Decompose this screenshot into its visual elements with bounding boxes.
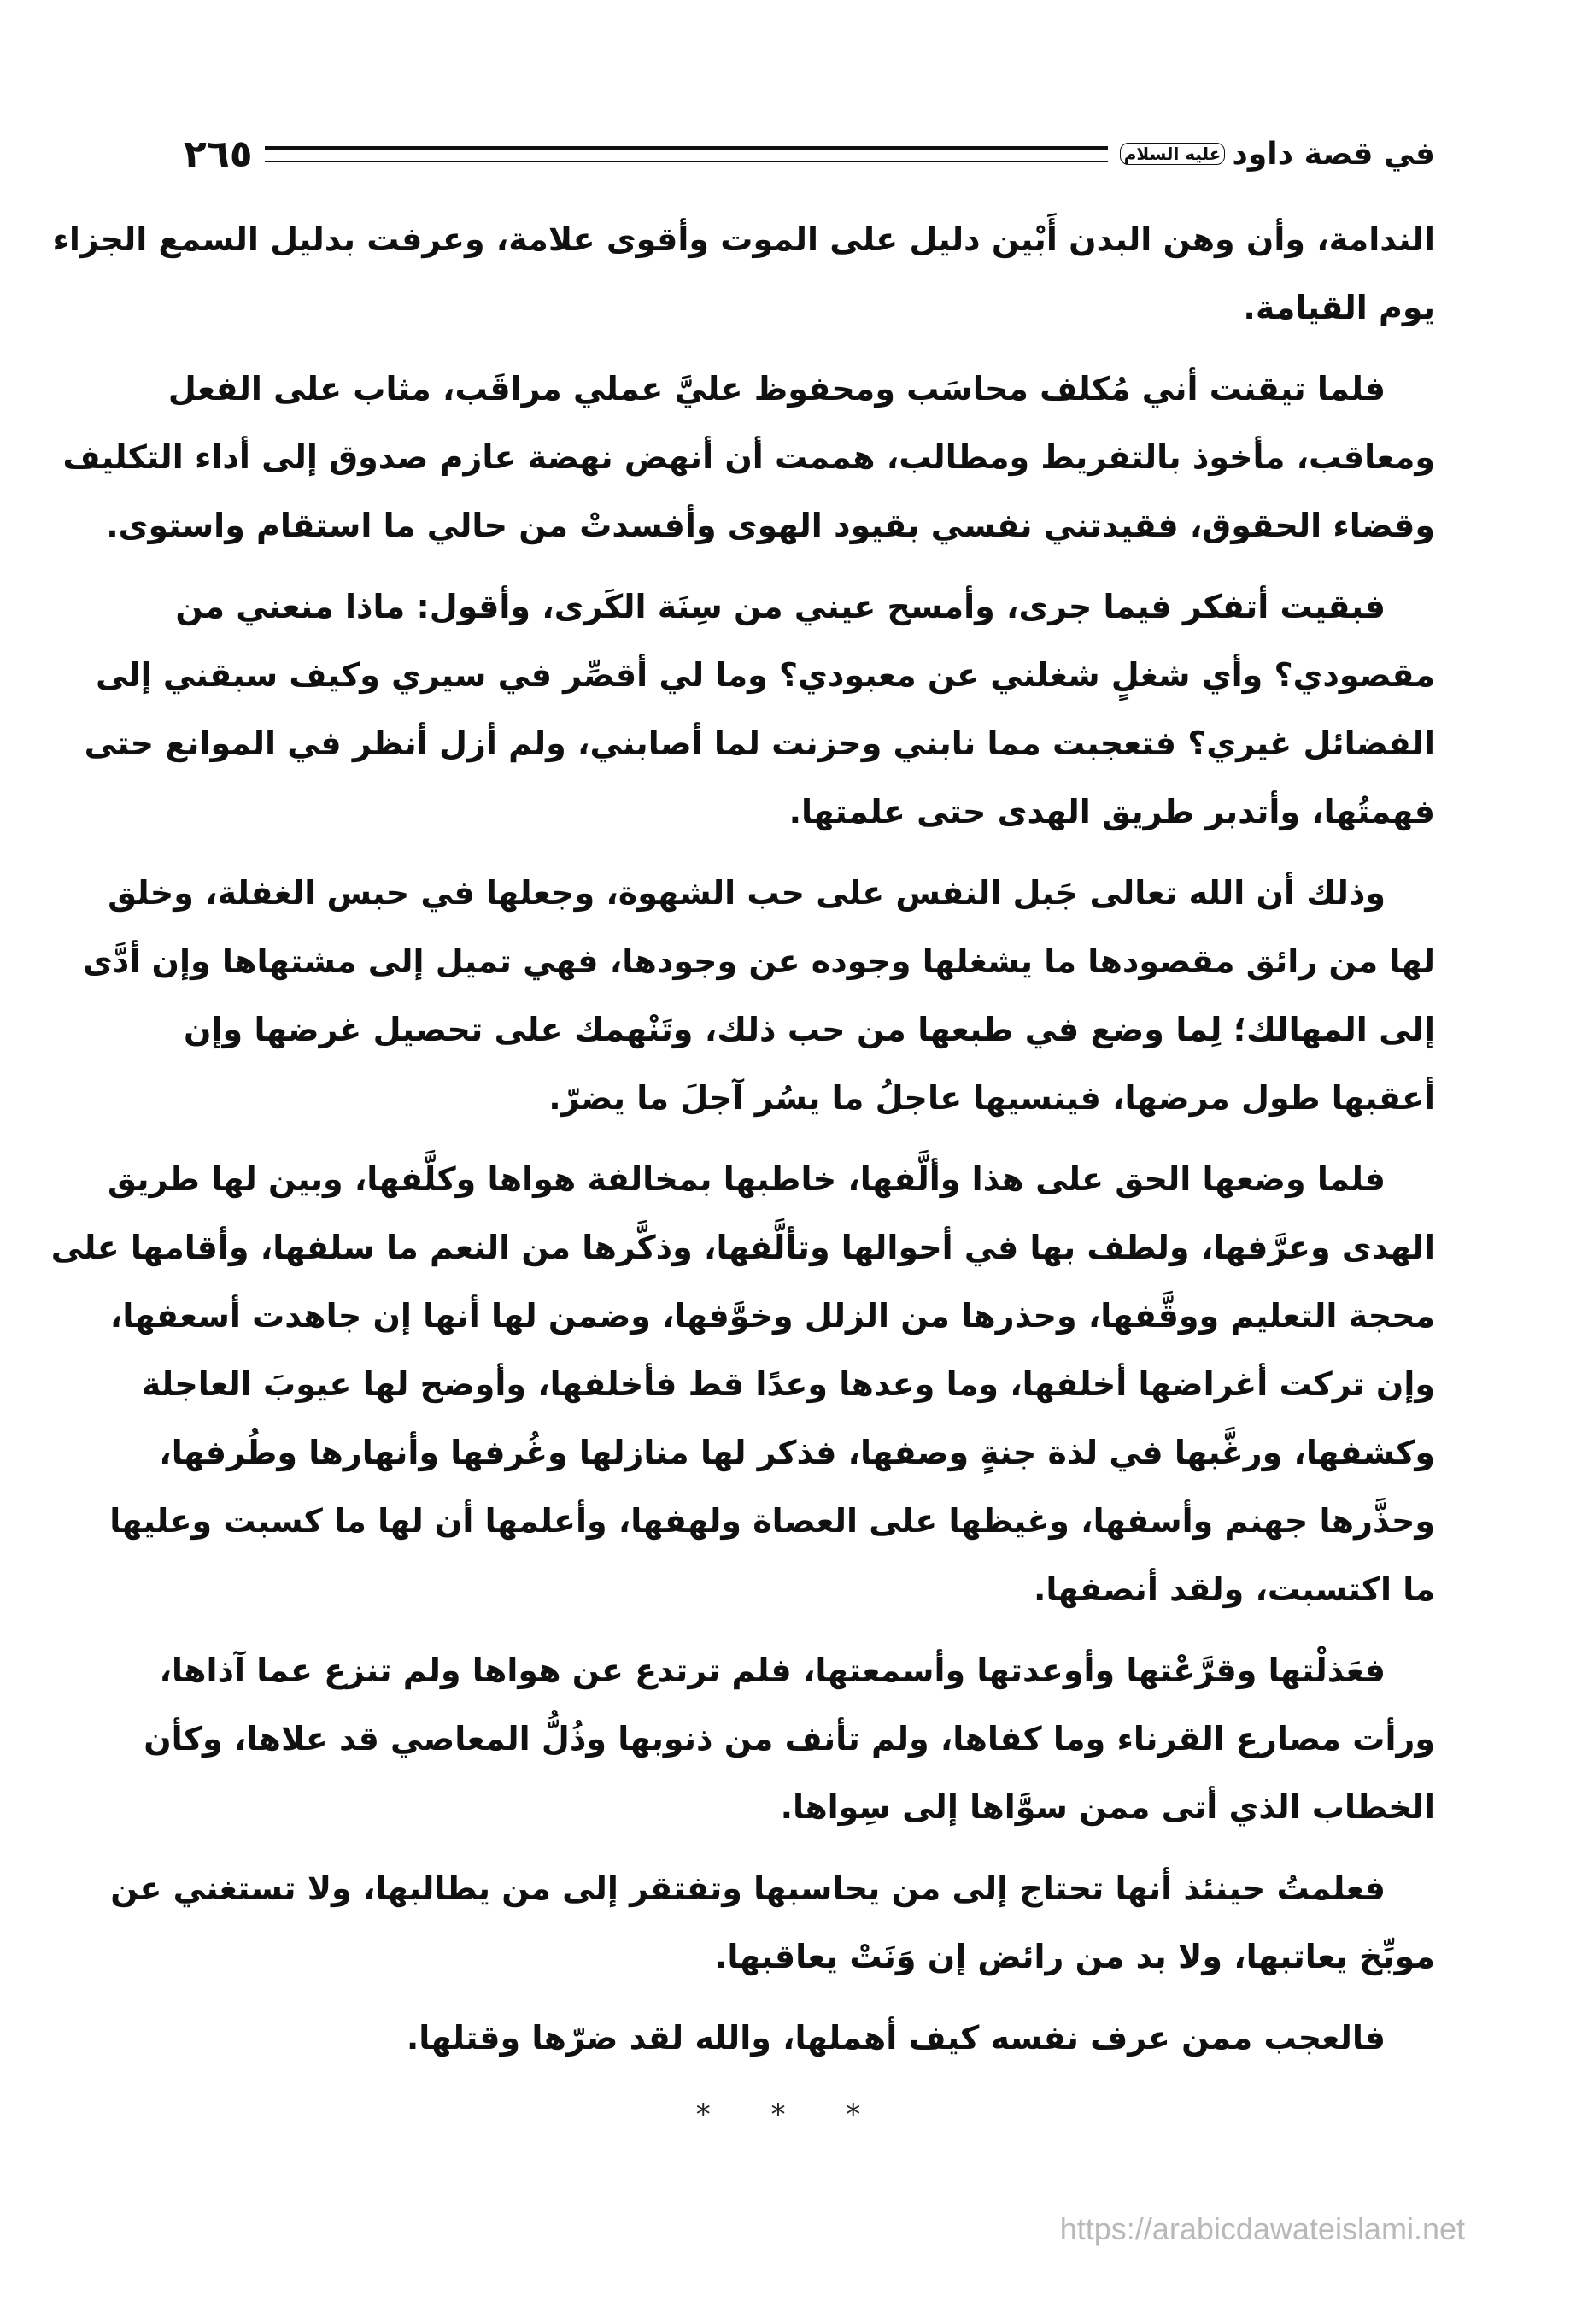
text-line: وحذَّرها جهنم وأسفها، وغيظها على العصاة ولهفها، وأعلمها أن لها ما كسبت وعليها	[109, 1502, 1435, 1540]
paragraph	[82, 859, 1435, 1132]
paragraph	[110, 1854, 1435, 1991]
text-line: وذلك أن الله تعالى جَبل النفس على حب الشهوة، وجعلها في حبس الغفلة، وخلق	[108, 874, 1386, 912]
text-line: فلما تيقنت أني مُكلف محاسَب ومحفوظ عليَّ عملي مراقَب، مثاب على الفعل	[167, 370, 1386, 408]
honorific-ligature: عليه السلام	[1120, 143, 1226, 165]
text-line: فهمتُها، وأتدبر طريق الهدى حتى علمتها.	[788, 793, 1435, 830]
text-line: فعَذلْتها وقرَّعْتها وأوعدتها وأسمعتها، فلم ترتدع عن هواها ولم تنزع عما آذاها،	[159, 1652, 1386, 1689]
text-line: فلما وضعها الحق على هذا وألَّفها، خاطبها بمخالفة هواها وكلَّفها، وبين لها طريق	[108, 1160, 1386, 1198]
paragraph	[52, 205, 1435, 342]
text-line: فعلمتُ حينئذ أنها تحتاج إلى من يحاسبها وتفتقر إلى من يطالبها، ولا تستغني عن	[110, 1869, 1386, 1907]
text-line: ما اكتسبت، ولقد أنصفها.	[1033, 1570, 1435, 1608]
text-line: الخطاب الذي أتى ممن سوَّاها إلى سِواها.	[780, 1788, 1435, 1826]
text-line: أعقبها طول مرضها، فينسيها عاجلُ ما يسُر آجلَ ما يضرّ.	[548, 1079, 1435, 1117]
text-line: مقصودي؟ وأي شغلٍ شغلني عن معبودي؟ وما لي أقصِّر في سيري وكيف سبقني إلى	[95, 656, 1435, 694]
page-number: ٢٦٥	[184, 132, 253, 176]
paragraph	[50, 1145, 1435, 1623]
paragraph	[144, 1636, 1435, 1841]
text-line: وكشفها، ورغَّبها في لذة جنةٍ وصفها، فذكر لها منازلها وغُرفها وأنهارها وطُرفها،	[159, 1434, 1435, 1471]
text-line: موبِّخ يعاتبها، ولا بد من رائض إن وَنَتْ يعاقبها.	[714, 1938, 1435, 1975]
text-line: إلى المهالك؛ لِما وضع في طبعها من حب ذلك، وتَنْهمك على تحصيل غرضها وإن	[184, 1011, 1435, 1048]
text-line: فالعجب ممن عرف نفسه كيف أهملها، والله لقد ضرّها وقتلها.	[406, 2019, 1386, 2057]
watermark-url: https://arabicdawateislami.net	[1059, 2211, 1465, 2246]
text-line: محجة التعليم ووقَّفها، وحذرها من الزلل وخوَّفها، وضمن لها أنها إن جاهدت أسعفها،	[109, 1297, 1435, 1335]
page-body-text	[50, 205, 1435, 2085]
section-divider: * * *	[695, 2098, 887, 2132]
text-line: وقضاء الحقوق، فقيدتني نفسي بقيود الهوى وأفسدتْ من حالي ما استقام واستوى.	[106, 507, 1435, 544]
text-line: الهدى وعرَّفها، ولطف بها في أحوالها وتألَّفها، وذكَّرها من النعم ما سلفها، وأقامها على	[50, 1229, 1435, 1266]
text-line: الفضائل غيري؟ فتعجبت مما نابني وحزنت لما أصابني، ولم أزل أنظر في الموانع حتى	[84, 725, 1435, 762]
text-line: ومعاقب، مأخوذ بالتفريط ومطالب، هممت أن أنهض نهضة عازم صدوق إلى أداء التكليف	[62, 438, 1435, 476]
paragraph	[62, 355, 1435, 560]
paragraph	[184, 2004, 1435, 2072]
text-line: يوم القيامة.	[1243, 289, 1435, 326]
paragraph	[84, 572, 1435, 846]
text-line: فبقيت أتفكر فيما جرى، وأمسح عيني من سِنَة الكَرى، وأقول: ماذا منعني من	[175, 588, 1386, 625]
text-line: لها من رائق مقصودها ما يشغلها وجوده عن وجودها، فهي تميل إلى مشتهاها وإن أدَّى	[82, 942, 1435, 980]
text-line: ورأت مصارع القرناء وما كفاها، ولم تأنف من ذنوبها وذُلُّ المعاصي قد علاها، وكأن	[144, 1720, 1435, 1758]
header-double-rule	[265, 146, 1108, 162]
text-line: وإن تركت أغراضها أخلفها، وما وعدها وعدًا قط فأخلفها، وأوضح لها عيوبَ العاجلة	[141, 1365, 1435, 1403]
text-line: الندامة، وأن وهن البدن أَبْين دليل على الموت وأقوى علامة، وعرفت بدليل السمع الجزاء	[52, 220, 1435, 258]
running-title: في قصة داود	[1232, 136, 1435, 172]
page-header	[184, 128, 1435, 179]
